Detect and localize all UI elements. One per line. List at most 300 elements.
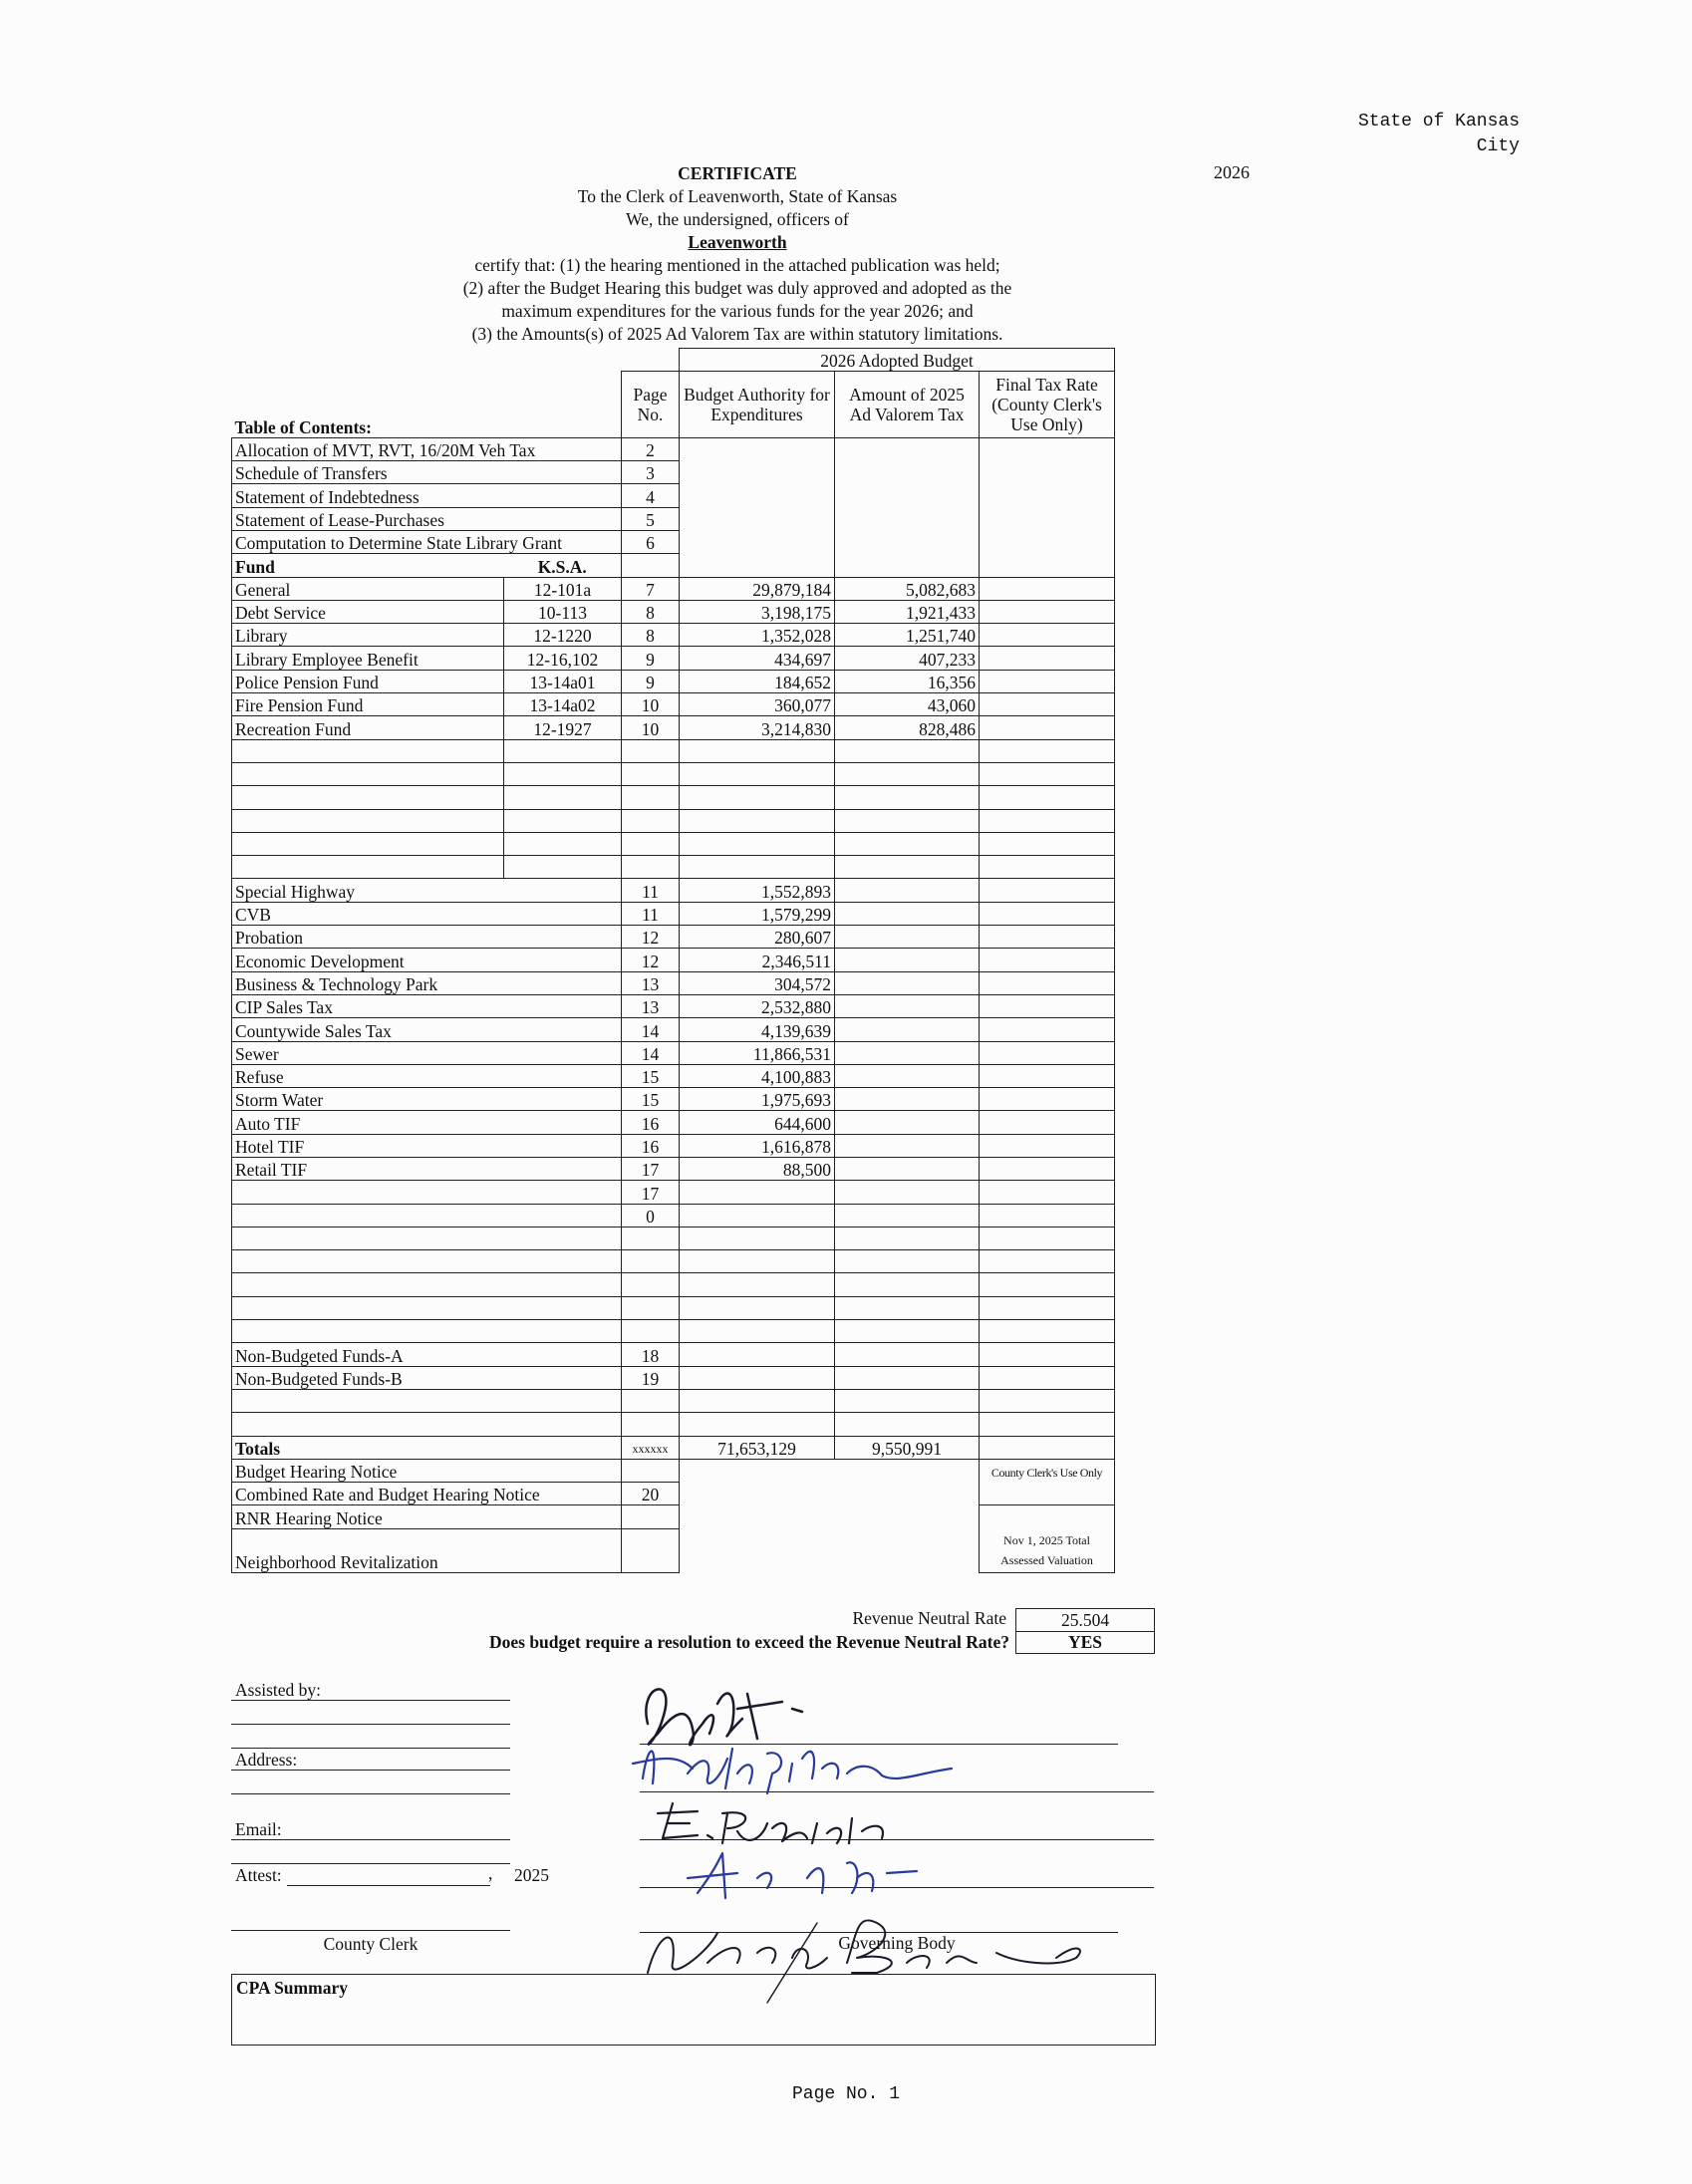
- totals-label: Totals: [232, 1436, 622, 1459]
- blank-name-cell: [232, 809, 504, 832]
- city-line: City: [1476, 136, 1520, 156]
- blank-fund-row: [232, 809, 1115, 832]
- budget-authority-cell: [680, 484, 835, 507]
- fund-name: Recreation Fund: [232, 716, 504, 739]
- fund-page: 18: [622, 1343, 680, 1366]
- blank-tax-cell: [835, 1250, 980, 1273]
- fund-ad-valorem-tax: 828,486: [835, 716, 980, 739]
- other-fund-row: [232, 1088, 1115, 1111]
- fund-page: 11: [622, 902, 680, 925]
- tax-fund-row: [232, 670, 1115, 692]
- fund-ad-valorem-tax: [835, 879, 980, 902]
- fund-final-tax-rate: [980, 624, 1115, 647]
- blank-tax-cell: [835, 786, 980, 809]
- other-fund-row: [232, 1064, 1115, 1087]
- blank-fund-row: [232, 832, 1115, 855]
- fund-ksa: 12-1927: [504, 716, 622, 739]
- email-label: Email:: [235, 1819, 282, 1839]
- toc-item-name: Statement of Lease-Purchases: [232, 507, 622, 530]
- blank-name-cell: [232, 832, 504, 855]
- rnr-answer: YES: [1015, 1631, 1155, 1654]
- fund-final-tax-rate: [980, 693, 1115, 716]
- fund-final-tax-rate: [980, 949, 1115, 971]
- fund-ad-valorem-tax: [835, 1343, 980, 1366]
- notice-row: [232, 1459, 1115, 1482]
- attest-comma: ,: [488, 1863, 493, 1883]
- fund-final-tax-rate: [980, 670, 1115, 692]
- entity-name: Leavenworth: [688, 232, 787, 252]
- blank-fund-row: [232, 1296, 1115, 1319]
- blank-ksa-cell: [504, 786, 622, 809]
- fund-ksa: 13-14a02: [504, 693, 622, 716]
- fund-page: 14: [622, 1018, 680, 1041]
- notice-spacer: [680, 1528, 835, 1573]
- blank-fund-row: [232, 856, 1115, 879]
- notice-page: [622, 1528, 680, 1573]
- fund-final-tax-rate: [980, 1018, 1115, 1041]
- fund-final-tax-rate: [980, 1041, 1115, 1064]
- fund-name: Library Employee Benefit: [232, 647, 504, 670]
- fund-page: 11: [622, 879, 680, 902]
- fund-page: 10: [622, 716, 680, 739]
- blank-page-cell: [622, 1273, 680, 1296]
- fund-name: Non-Budgeted Funds-A: [232, 1343, 622, 1366]
- other-fund-row: [232, 1134, 1115, 1157]
- certify-line-3: maximum expenditures for the various funds for the year 2026; and: [501, 301, 974, 321]
- blank-rate-cell: [980, 1227, 1115, 1249]
- blank-tax-cell: [835, 1413, 980, 1436]
- budget-authority-cell: [680, 507, 835, 530]
- notice-spacer: [680, 1505, 835, 1528]
- fund-budget-authority: 3,198,175: [680, 600, 835, 623]
- fund-name: Hotel TIF: [232, 1134, 622, 1157]
- blank-name-cell: [232, 1320, 622, 1343]
- page-cell: [622, 554, 680, 577]
- final-tax-rate-header: Final Tax Rate (County Clerk's Use Only): [980, 372, 1115, 438]
- blank-page-cell: [622, 1227, 680, 1249]
- blank-fund-row: [232, 1250, 1115, 1273]
- blank-page-cell: [622, 1413, 680, 1436]
- toc-item-page: 5: [622, 507, 680, 530]
- address-line: [231, 1770, 510, 1771]
- blank-name-cell: [232, 762, 504, 785]
- fund-ad-valorem-tax: 43,060: [835, 693, 980, 716]
- fund-ad-valorem-tax: 5,082,683: [835, 577, 980, 600]
- other-fund-row: [232, 902, 1115, 925]
- fund-ksa: 13-14a01: [504, 670, 622, 692]
- blank-fund-row: [232, 1273, 1115, 1296]
- blank-tax-cell: [835, 1389, 980, 1412]
- email-line: [231, 1839, 510, 1840]
- blank-authority-cell: [680, 762, 835, 785]
- fund-heading-row: [232, 554, 1115, 577]
- toc-item-name: Allocation of MVT, RVT, 16/20M Veh Tax: [232, 437, 622, 460]
- fund-final-tax-rate: [980, 1158, 1115, 1181]
- other-fund-row: [232, 994, 1115, 1017]
- signature-4: [688, 1853, 917, 1898]
- county-clerk-use-label: County Clerk's Use Only: [980, 1459, 1115, 1482]
- fund-page: 14: [622, 1041, 680, 1064]
- blank-rate-cell: [980, 1413, 1115, 1436]
- address-top-line: [231, 1748, 510, 1749]
- toc-item-name: Statement of Indebtedness: [232, 484, 622, 507]
- notice-page: 20: [622, 1483, 680, 1505]
- fund-budget-authority: 184,652: [680, 670, 835, 692]
- blank-tax-cell: [835, 1273, 980, 1296]
- toc-item-page: 4: [622, 484, 680, 507]
- blank-name-cell: [232, 1413, 622, 1436]
- county-clerk-use-value: [980, 1483, 1115, 1505]
- toc-heading: Table of Contents:: [232, 372, 622, 438]
- blank-ksa-cell: [504, 856, 622, 879]
- fund-page: 17: [622, 1181, 680, 1204]
- signature-3: [658, 1803, 883, 1843]
- fund-budget-authority: 4,139,639: [680, 1018, 835, 1041]
- fund-name: Non-Budgeted Funds-B: [232, 1366, 622, 1389]
- blank-tax-cell: [835, 1296, 980, 1319]
- toc-row: [232, 530, 1115, 553]
- notice-spacer: [680, 1483, 835, 1505]
- fund-ksa: 12-101a: [504, 577, 622, 600]
- page-no-header: Page No.: [622, 372, 680, 438]
- fund-final-tax-rate: [980, 716, 1115, 739]
- other-fund-row: [232, 1204, 1115, 1227]
- fund-budget-authority: 360,077: [680, 693, 835, 716]
- fund-budget-authority: 1,975,693: [680, 1088, 835, 1111]
- attest-top-line: [231, 1863, 510, 1864]
- tax-fund-row: [232, 716, 1115, 739]
- attest-label: Attest:: [235, 1865, 282, 1885]
- fund-budget-authority: [680, 1204, 835, 1227]
- fund-page: 12: [622, 926, 680, 949]
- toc-row: [232, 507, 1115, 530]
- blank-rate-cell: [980, 1296, 1115, 1319]
- fund-budget-authority: 434,697: [680, 647, 835, 670]
- fund-ad-valorem-tax: [835, 1111, 980, 1134]
- fund-final-tax-rate: [980, 1064, 1115, 1087]
- fund-ad-valorem-tax: [835, 994, 980, 1017]
- blank-rate-cell: [980, 786, 1115, 809]
- budget-year: 2026: [1214, 162, 1250, 182]
- blank-name-cell: [232, 856, 504, 879]
- budget-authority-cell: [680, 461, 835, 484]
- blank-rate-cell: [980, 1273, 1115, 1296]
- fund-page: 13: [622, 971, 680, 994]
- fund-name: Sewer: [232, 1041, 622, 1064]
- fund-budget-authority: 304,572: [680, 971, 835, 994]
- notice-spacer: [835, 1483, 980, 1505]
- fund-budget-authority: 29,879,184: [680, 577, 835, 600]
- totals-row: [232, 1436, 1115, 1459]
- fund-page: 8: [622, 624, 680, 647]
- fund-name: Fire Pension Fund: [232, 693, 504, 716]
- fund-ad-valorem-tax: [835, 926, 980, 949]
- total-ad-valorem-tax: 9,550,991: [835, 1436, 980, 1459]
- notice-page: [622, 1459, 680, 1482]
- fund-ad-valorem-tax: 16,356: [835, 670, 980, 692]
- other-fund-row: [232, 971, 1115, 994]
- ksa-heading: K.S.A.: [504, 554, 622, 577]
- cpa-summary-label: CPA Summary: [236, 1978, 348, 1998]
- fund-budget-authority: 1,579,299: [680, 902, 835, 925]
- blank-page-cell: [622, 1320, 680, 1343]
- blank-name-cell: [232, 1273, 622, 1296]
- other-fund-row: [232, 879, 1115, 902]
- blank-rate-cell: [980, 1250, 1115, 1273]
- blank-authority-cell: [680, 1227, 835, 1249]
- blank-tax-cell: [835, 1227, 980, 1249]
- fund-page: 16: [622, 1111, 680, 1134]
- fund-final-tax-rate: [980, 1088, 1115, 1111]
- blank-authority-cell: [680, 1250, 835, 1273]
- fund-page: 16: [622, 1134, 680, 1157]
- fund-final-tax-rate: [980, 1181, 1115, 1204]
- fund-final-tax-rate: [980, 1343, 1115, 1366]
- signature-5: [648, 1920, 1080, 1973]
- fund-budget-authority: [680, 1181, 835, 1204]
- certify-line-1: certify that: (1) the hearing mentioned in the attached publication was held;: [474, 255, 1000, 275]
- blank-rate-cell: [980, 1389, 1115, 1412]
- blank-tax-cell: [835, 1320, 980, 1343]
- tax-fund-row: [232, 577, 1115, 600]
- ad-valorem-tax-cell: [835, 507, 980, 530]
- notice-name: RNR Hearing Notice: [232, 1505, 622, 1528]
- final-tax-rate-cell: [980, 554, 1115, 577]
- blank-name-cell: [232, 739, 504, 762]
- assisted-label: Assisted by:: [235, 1680, 322, 1700]
- other-fund-row: [232, 1041, 1115, 1064]
- blank-authority-cell: [680, 1273, 835, 1296]
- ad-valorem-tax-cell: [835, 484, 980, 507]
- blank-authority-cell: [680, 1389, 835, 1412]
- blank-page-cell: [622, 762, 680, 785]
- assisted-line-2: [231, 1724, 510, 1725]
- fund-ksa: 10-113: [504, 600, 622, 623]
- blank-rate-cell: [980, 739, 1115, 762]
- blank-page-cell: [622, 1250, 680, 1273]
- notice-spacer: [835, 1505, 980, 1528]
- notice-row: [232, 1505, 1115, 1528]
- total-budget-authority: 71,653,129: [680, 1436, 835, 1459]
- blank-ksa-cell: [504, 739, 622, 762]
- county-clerk-line: [231, 1930, 510, 1931]
- blank-page-cell: [622, 786, 680, 809]
- fund-name: Auto TIF: [232, 1111, 622, 1134]
- fund-page: 8: [622, 600, 680, 623]
- fund-final-tax-rate: [980, 902, 1115, 925]
- blank-fund-row: [232, 1320, 1115, 1343]
- governing-body-label: Governing Body: [838, 1933, 956, 1953]
- budget-authority-cell: [680, 530, 835, 553]
- blank-authority-cell: [680, 1296, 835, 1319]
- adopted-budget-header: 2026 Adopted Budget: [680, 349, 1115, 372]
- notice-page: [622, 1505, 680, 1528]
- fund-name: Countywide Sales Tax: [232, 1018, 622, 1041]
- officers-line: We, the undersigned, officers of: [626, 209, 849, 229]
- fund-budget-authority: 1,352,028: [680, 624, 835, 647]
- fund-ad-valorem-tax: [835, 1018, 980, 1041]
- blank-tax-cell: [835, 856, 980, 879]
- fund-page: 9: [622, 647, 680, 670]
- blank-fund-row: [232, 1389, 1115, 1412]
- blank-rate-cell: [980, 832, 1115, 855]
- fund-page: 7: [622, 577, 680, 600]
- final-tax-rate-cell: [980, 461, 1115, 484]
- fund-ksa: 12-16,102: [504, 647, 622, 670]
- fund-name: Probation: [232, 926, 622, 949]
- cpa-summary-box: [231, 1974, 1156, 2046]
- notice-row: [232, 1528, 1115, 1573]
- fund-budget-authority: [680, 1343, 835, 1366]
- fund-ad-valorem-tax: 1,921,433: [835, 600, 980, 623]
- blank-tax-cell: [835, 809, 980, 832]
- blank-tax-cell: [835, 762, 980, 785]
- fund-ad-valorem-tax: 407,233: [835, 647, 980, 670]
- county-clerk-label: County Clerk: [323, 1934, 419, 1954]
- fund-page: 13: [622, 994, 680, 1017]
- fund-final-tax-rate: [980, 971, 1115, 994]
- fund-final-tax-rate: [980, 647, 1115, 670]
- fund-page: 12: [622, 949, 680, 971]
- fund-heading: Fund: [232, 554, 504, 577]
- fund-ad-valorem-tax: [835, 1366, 980, 1389]
- fund-final-tax-rate: [980, 1134, 1115, 1157]
- fund-page: 19: [622, 1366, 680, 1389]
- fund-ad-valorem-tax: [835, 949, 980, 971]
- ad-valorem-tax-header: Amount of 2025 Ad Valorem Tax: [835, 372, 980, 438]
- ad-valorem-tax-cell: [835, 461, 980, 484]
- rnr-question: Does budget require a resolution to exceed the Revenue Neutral Rate?: [488, 1632, 1009, 1652]
- blank-rate-cell: [980, 1320, 1115, 1343]
- address-line-2: [231, 1793, 510, 1794]
- rnr-label: Revenue Neutral Rate: [852, 1608, 1006, 1628]
- fund-ad-valorem-tax: [835, 1158, 980, 1181]
- blank-ksa-cell: [504, 809, 622, 832]
- fund-budget-authority: 1,616,878: [680, 1134, 835, 1157]
- blank-page-cell: [622, 1296, 680, 1319]
- final-tax-rate-cell: [980, 484, 1115, 507]
- toc-item-page: 2: [622, 437, 680, 460]
- fund-final-tax-rate: [980, 994, 1115, 1017]
- fund-name: Storm Water: [232, 1088, 622, 1111]
- blank-name-cell: [232, 1296, 622, 1319]
- assessed-valuation-spacer: [980, 1505, 1115, 1528]
- blank-page-cell: [622, 832, 680, 855]
- other-fund-row: [232, 1181, 1115, 1204]
- fund-name: [232, 1181, 622, 1204]
- fund-budget-authority: 88,500: [680, 1158, 835, 1181]
- non-budgeted-row: [232, 1366, 1115, 1389]
- fund-ad-valorem-tax: [835, 902, 980, 925]
- totals-page: xxxxxx: [622, 1436, 680, 1459]
- fund-name: Police Pension Fund: [232, 670, 504, 692]
- toc-item-name: Schedule of Transfers: [232, 461, 622, 484]
- blank-authority-cell: [680, 1413, 835, 1436]
- fund-ad-valorem-tax: [835, 971, 980, 994]
- fund-final-tax-rate: [980, 1111, 1115, 1134]
- fund-name: General: [232, 577, 504, 600]
- blank-authority-cell: [680, 809, 835, 832]
- other-fund-row: [232, 949, 1115, 971]
- fund-final-tax-rate: [980, 1366, 1115, 1389]
- other-fund-row: [232, 1158, 1115, 1181]
- fund-ad-valorem-tax: [835, 1204, 980, 1227]
- non-budgeted-row: [232, 1343, 1115, 1366]
- other-fund-row: [232, 1111, 1115, 1134]
- rnr-value: 25.504: [1015, 1608, 1155, 1632]
- other-fund-row: [232, 926, 1115, 949]
- fund-final-tax-rate: [980, 577, 1115, 600]
- notice-name: Neighborhood Revitalization: [232, 1528, 622, 1573]
- signature-2: [633, 1749, 952, 1793]
- fund-page: 0: [622, 1204, 680, 1227]
- fund-budget-authority: 280,607: [680, 926, 835, 949]
- tax-fund-row: [232, 624, 1115, 647]
- blank-authority-cell: [680, 856, 835, 879]
- final-tax-rate-cell: [980, 437, 1115, 460]
- address-label: Address:: [235, 1750, 298, 1770]
- fund-budget-authority: 3,214,830: [680, 716, 835, 739]
- fund-page: 10: [622, 693, 680, 716]
- blank-authority-cell: [680, 832, 835, 855]
- fund-ad-valorem-tax: [835, 1134, 980, 1157]
- fund-final-tax-rate: [980, 879, 1115, 902]
- final-tax-rate-cell: [980, 530, 1115, 553]
- blank-tax-cell: [835, 739, 980, 762]
- toc-item-page: 6: [622, 530, 680, 553]
- blank-authority-cell: [680, 1320, 835, 1343]
- fund-final-tax-rate: [980, 926, 1115, 949]
- assessed-valuation-label: Nov 1, 2025 Total Assessed Valuation: [980, 1528, 1115, 1573]
- budget-authority-cell: [680, 437, 835, 460]
- notice-spacer: [835, 1528, 980, 1573]
- blank-fund-row: [232, 1227, 1115, 1249]
- fund-budget-authority: 4,100,883: [680, 1064, 835, 1087]
- ad-valorem-tax-cell: [835, 437, 980, 460]
- fund-ad-valorem-tax: [835, 1064, 980, 1087]
- blank-name-cell: [232, 786, 504, 809]
- blank-rate-cell: [980, 809, 1115, 832]
- blank-page-cell: [622, 856, 680, 879]
- notice-spacer: [835, 1459, 980, 1482]
- state-label: [1358, 110, 1520, 159]
- fund-page: 15: [622, 1064, 680, 1087]
- certificate-title: CERTIFICATE: [678, 163, 797, 183]
- fund-budget-authority: 11,866,531: [680, 1041, 835, 1064]
- fund-budget-authority: 2,346,511: [680, 949, 835, 971]
- blank-tax-cell: [835, 832, 980, 855]
- fund-ksa: 12-1220: [504, 624, 622, 647]
- fund-name: CIP Sales Tax: [232, 994, 622, 1017]
- fund-name: CVB: [232, 902, 622, 925]
- blank-page-cell: [622, 739, 680, 762]
- fund-page: 15: [622, 1088, 680, 1111]
- attest-line: [287, 1885, 490, 1886]
- page-number: Page No. 1: [791, 2084, 901, 2104]
- toc-row: [232, 437, 1115, 460]
- toc-row: [232, 484, 1115, 507]
- blank-name-cell: [232, 1389, 622, 1412]
- blank-page-cell: [622, 1389, 680, 1412]
- attest-year: 2025: [514, 1865, 549, 1885]
- tax-fund-row: [232, 647, 1115, 670]
- fund-budget-authority: [680, 1366, 835, 1389]
- ad-valorem-tax-cell: [835, 554, 980, 577]
- toc-item-page: 3: [622, 461, 680, 484]
- fund-name: Special Highway: [232, 879, 622, 902]
- fund-page: 17: [622, 1158, 680, 1181]
- budget-table: [231, 348, 1115, 1573]
